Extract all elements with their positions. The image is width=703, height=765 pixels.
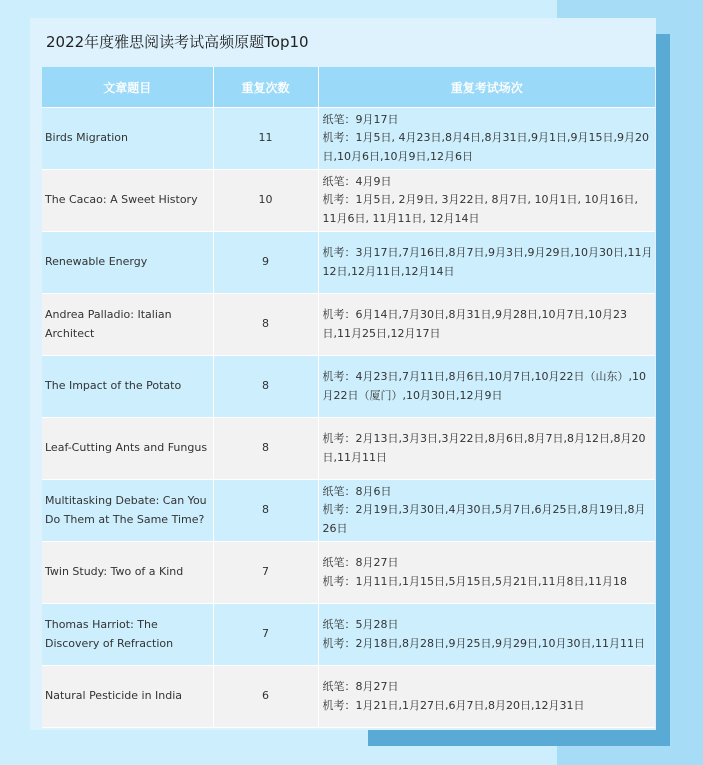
header-repeat-count: 重复次数 xyxy=(213,67,318,108)
repeat-count: 8 xyxy=(213,356,318,418)
exam-date-line: 机考：2月19日,3月30日,4月30日,5月7日,6月25日,8月19日,8月26日 xyxy=(322,503,646,535)
table-row xyxy=(42,108,655,170)
exam-date-line: 纸笔：8月6日 xyxy=(322,484,392,498)
exam-dates xyxy=(318,418,655,480)
exam-date-line: 机考：6月14日,7月30日,8月31日,9月28日,10月7日,10月23日,11月25日,12月17日 xyxy=(322,308,627,340)
article-title: The Impact of the Potato xyxy=(42,356,213,418)
header-article-title: 文章题目 xyxy=(42,67,213,108)
exam-dates xyxy=(318,294,655,356)
article-title: The Cacao: A Sweet History xyxy=(42,170,213,232)
table-row xyxy=(42,232,655,294)
article-title: Andrea Palladio: Italian Architect xyxy=(42,294,213,356)
exam-dates xyxy=(318,480,655,542)
table-row xyxy=(42,604,655,666)
exam-dates xyxy=(318,542,655,604)
table-header-row xyxy=(42,67,655,108)
article-title: Leaf-Cutting Ants and Fungus xyxy=(42,418,213,480)
article-title: Twin Study: Two of a Kind xyxy=(42,542,213,604)
table-row xyxy=(42,666,655,728)
table-row xyxy=(42,418,655,480)
article-title: Multitasking Debate: Can You Do Them at The Same Time? xyxy=(42,480,213,542)
repeat-count: 10 xyxy=(213,170,318,232)
table-row xyxy=(42,294,655,356)
header-exam-dates: 重复考试场次 xyxy=(318,67,655,108)
exam-date-line: 机考：1月21日,1月27日,6月7日,8月20日,12月31日 xyxy=(322,698,585,712)
repeat-count: 11 xyxy=(213,108,318,170)
exam-dates xyxy=(318,170,655,232)
article-title: Renewable Energy xyxy=(42,232,213,294)
table-row xyxy=(42,480,655,542)
article-title: Thomas Harriot: The Discovery of Refraction xyxy=(42,604,213,666)
top10-table xyxy=(42,67,655,728)
repeat-count: 8 xyxy=(213,418,318,480)
exam-date-line: 纸笔：5月28日 xyxy=(322,618,399,631)
exam-date-line: 机考：1月5日, 4月23日,8月4日,8月31日,9月1日,9月15日,9月20日,10月6日,10月9日,12月6日 xyxy=(322,131,649,163)
table-row xyxy=(42,542,655,604)
exam-date-line: 机考：2月18日,8月28日,9月25日,9月29日,10月30日,11月11日 xyxy=(322,636,645,650)
exam-date-line: 机考：3月17日,7月16日,8月7日,9月3日,9月29日,10月30日,11月12日,12月11日,12月14日 xyxy=(322,246,653,278)
exam-date-line: 机考：1月11日,1月15日,5月15日,5月21日,11月8日,11月18 xyxy=(322,574,627,588)
repeat-count: 8 xyxy=(213,294,318,356)
article-title: Natural Pesticide in India xyxy=(42,666,213,728)
exam-dates xyxy=(318,356,655,418)
repeat-count: 8 xyxy=(213,480,318,542)
exam-date-line: 机考：2月13日,3月3日,3月22日,8月6日,8月7日,8月12日,8月20日,11月11日 xyxy=(322,432,646,464)
content-card xyxy=(30,18,656,730)
exam-date-line: 纸笔：8月27日 xyxy=(322,556,399,569)
exam-dates xyxy=(318,604,655,666)
article-title: Birds Migration xyxy=(42,108,213,170)
table-row xyxy=(42,170,655,232)
repeat-count: 6 xyxy=(213,666,318,728)
exam-date-line: 纸笔：4月9日 xyxy=(322,174,392,188)
exam-date-line: 机考：1月5日, 2月9日, 3月22日, 8月7日, 10月1日, 10月16日, 11月6日, 11月11日, 12月14日 xyxy=(322,193,638,225)
exam-dates xyxy=(318,108,655,170)
exam-date-line: 机考：4月23日,7月11日,8月6日,10月7日,10月22日（山东）,10月22日（厦门）,10月30日,12月9日 xyxy=(322,370,646,402)
repeat-count: 9 xyxy=(213,232,318,294)
page-title: 2022年度雅思阅读考试高频原题Top10 xyxy=(46,33,309,51)
exam-date-line: 纸笔：8月27日 xyxy=(322,680,399,693)
exam-date-line: 纸笔：9月17日 xyxy=(322,112,399,126)
exam-dates xyxy=(318,232,655,294)
repeat-count: 7 xyxy=(213,542,318,604)
repeat-count: 7 xyxy=(213,604,318,666)
table-row xyxy=(42,356,655,418)
exam-dates xyxy=(318,666,655,728)
